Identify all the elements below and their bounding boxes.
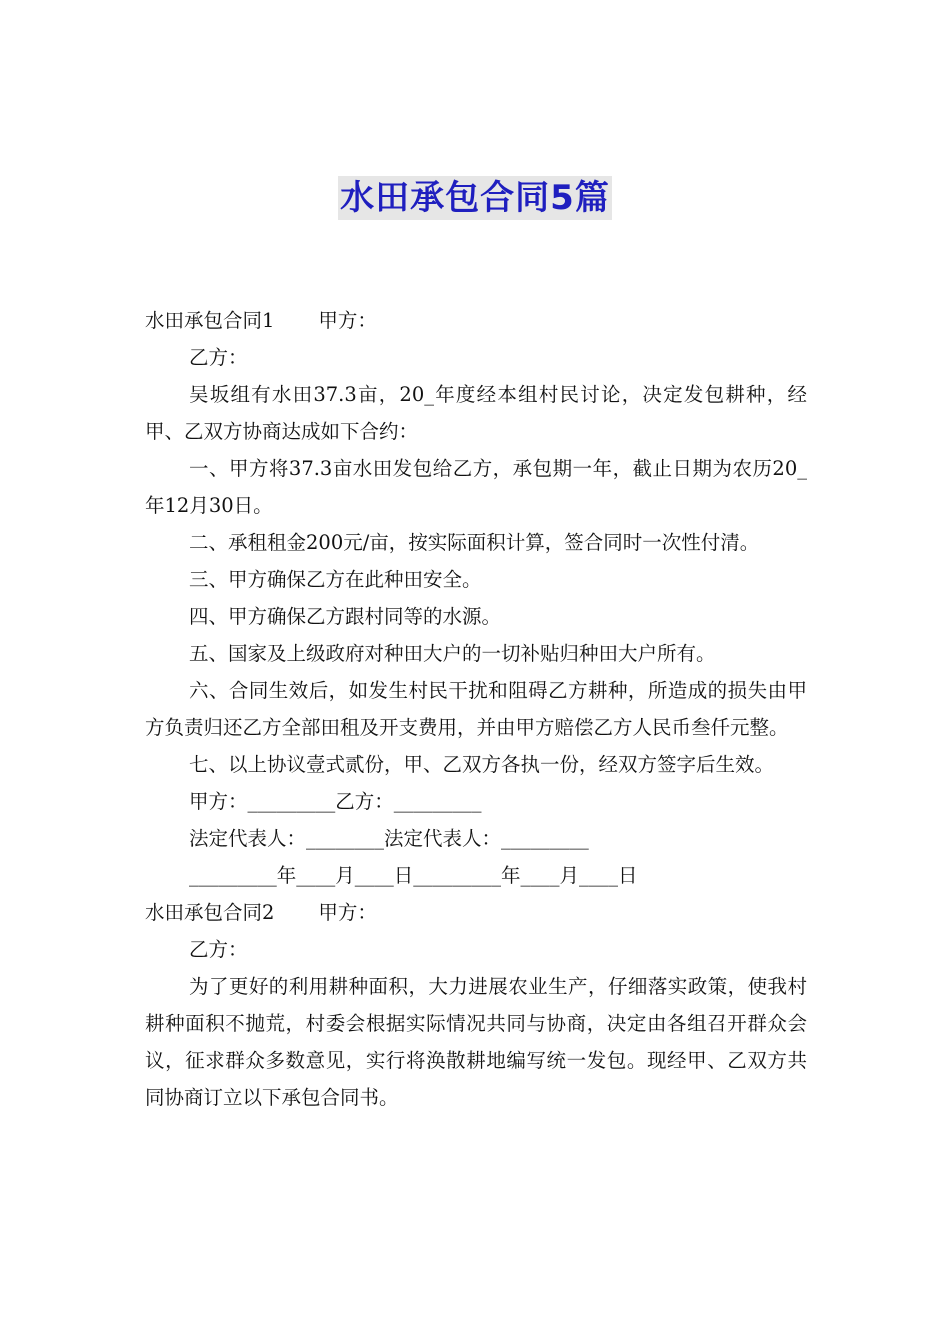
signature-dates: _________年____月____日_________年____月____日 xyxy=(189,864,638,887)
document-title: 水田承包合同5篇 xyxy=(340,178,610,218)
clause-7: 七、以上协议壹式贰份，甲、乙双方各执一份，经双方签字后生效。 xyxy=(189,753,775,776)
party-b-label-2: 乙方： xyxy=(189,938,248,961)
contract-2-heading-label: 水田承包合同2 xyxy=(145,901,275,924)
title-container xyxy=(0,176,950,220)
contract-1-intro: 吴坂组有水田37.3亩，20_年度经本组村民讨论，决定发包耕种，经甲、乙双方协商达成如下合约： xyxy=(145,383,807,443)
contract-2-heading xyxy=(145,894,807,931)
party-b-label: 乙方： xyxy=(189,346,248,369)
clause-4: 四、甲方确保乙方跟村同等的水源。 xyxy=(189,605,502,628)
clause-3: 三、甲方确保乙方在此种田安全。 xyxy=(189,568,482,591)
clause-6: 六、合同生效后，如发生村民干扰和阻碍乙方耕种，所造成的损失由甲方负责归还乙方全部田租及开支费用，并由甲方赔偿乙方人民币叁仟元整。 xyxy=(145,679,807,739)
contract-1-heading xyxy=(145,302,807,339)
signature-parties: 甲方：_________乙方：_________ xyxy=(189,790,482,813)
contract-1-heading-label: 水田承包合同1 xyxy=(145,309,275,332)
contract-2-intro: 为了更好的利用耕种面积，大力进展农业生产，仔细落实政策，使我村耕种面积不抛荒，村委会根据实际情况共同与协商，决定由各组召开群众会议，征求群众多数意见，实行将涣散耕地编写统一发包。现经甲、乙双方共同协商订立以下承包合同书。 xyxy=(145,975,807,1109)
party-a-label-2: 甲方： xyxy=(318,901,377,924)
clause-2: 二、承租租金200元/亩，按实际面积计算，签合同时一次性付清。 xyxy=(189,531,760,554)
clause-5: 五、国家及上级政府对种田大户的一切补贴归种田大户所有。 xyxy=(189,642,716,665)
clause-1: 一、甲方将37.3亩水田发包给乙方，承包期一年，截止日期为农历20_年12月30日。 xyxy=(145,457,807,517)
signature-representatives: 法定代表人：________法定代表人：_________ xyxy=(189,827,589,850)
document-body xyxy=(145,302,807,1116)
party-a-label: 甲方： xyxy=(318,309,377,332)
